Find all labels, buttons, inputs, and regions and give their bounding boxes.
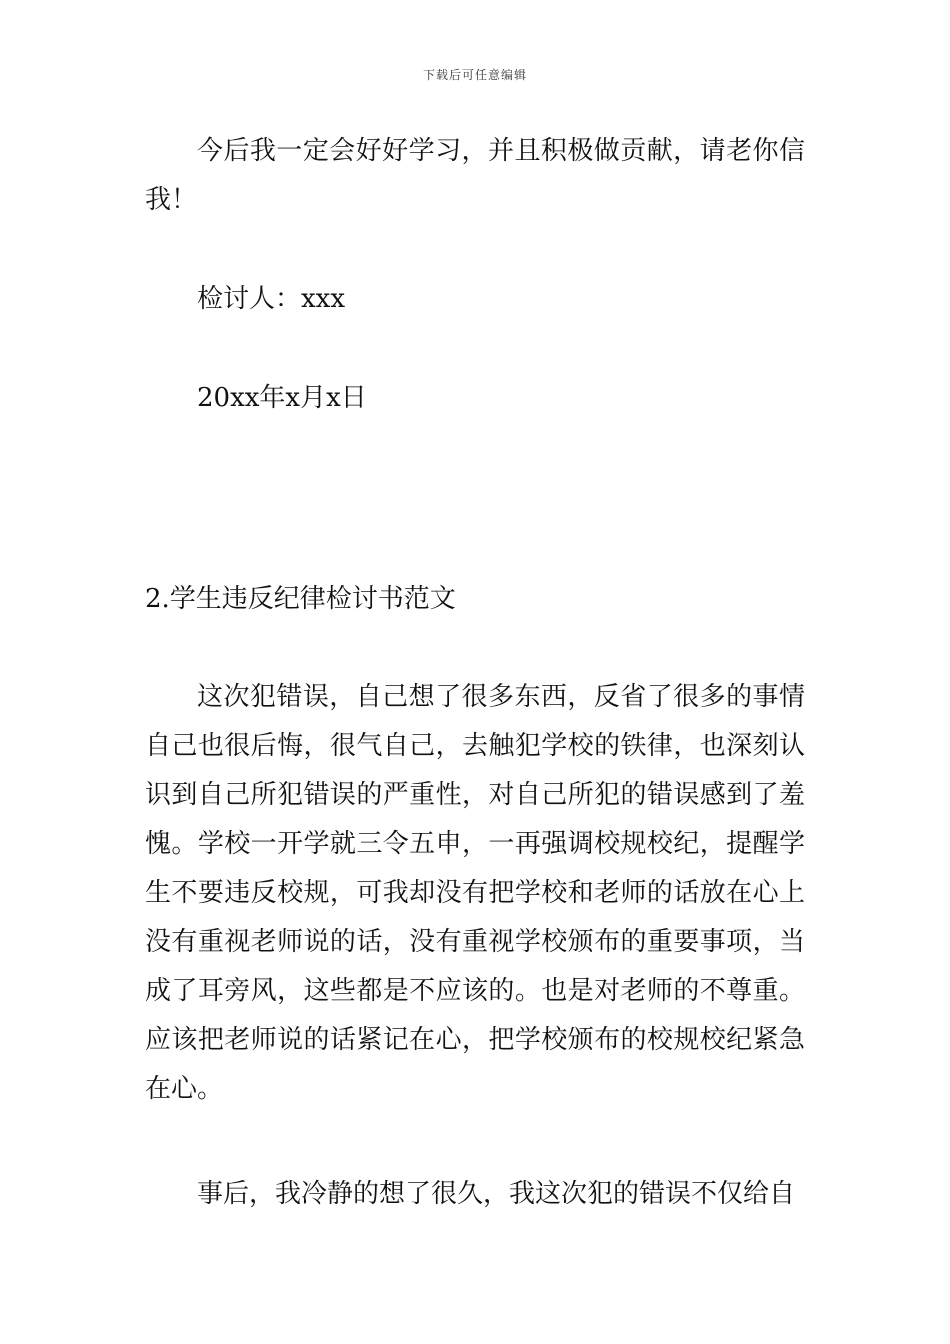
body-paragraph-2: 事后，我冷静的想了很久，我这次犯的错误不仅给自: [197, 1179, 796, 1209]
body-paragraph-1: 这次犯错误，自己想了很多东西，反省了很多的事情自己也很后悔，很气自己，去触犯学校的铁律，也深刻认识到自己所犯错误的严重性，对自己所犯的错误感到了羞愧。学校一开学就三令五申，一再强调校规校纪，提醒学生不要违反校规，可我却没有把学校和老师的话放在心上没有重视老师说的话，没有重视学校颁布的重要事项，当成了耳旁风，这些都是不应该的。也是对老师的不尊重。应该把老师说的话紧记在心，把学校颁布的校规校纪紧急在心。: [145, 682, 805, 1104]
section-heading: 2.学生违反纪律检讨书范文: [145, 584, 456, 614]
signature-line: 检讨人：xxx: [197, 284, 345, 314]
page-header-note: 下载后可任意编辑: [422, 68, 527, 82]
closing-paragraph: 今后我一定会好好学习，并且积极做贡献，请老你信我！: [145, 136, 805, 215]
date-line: 20xx年x月x日: [197, 383, 367, 413]
